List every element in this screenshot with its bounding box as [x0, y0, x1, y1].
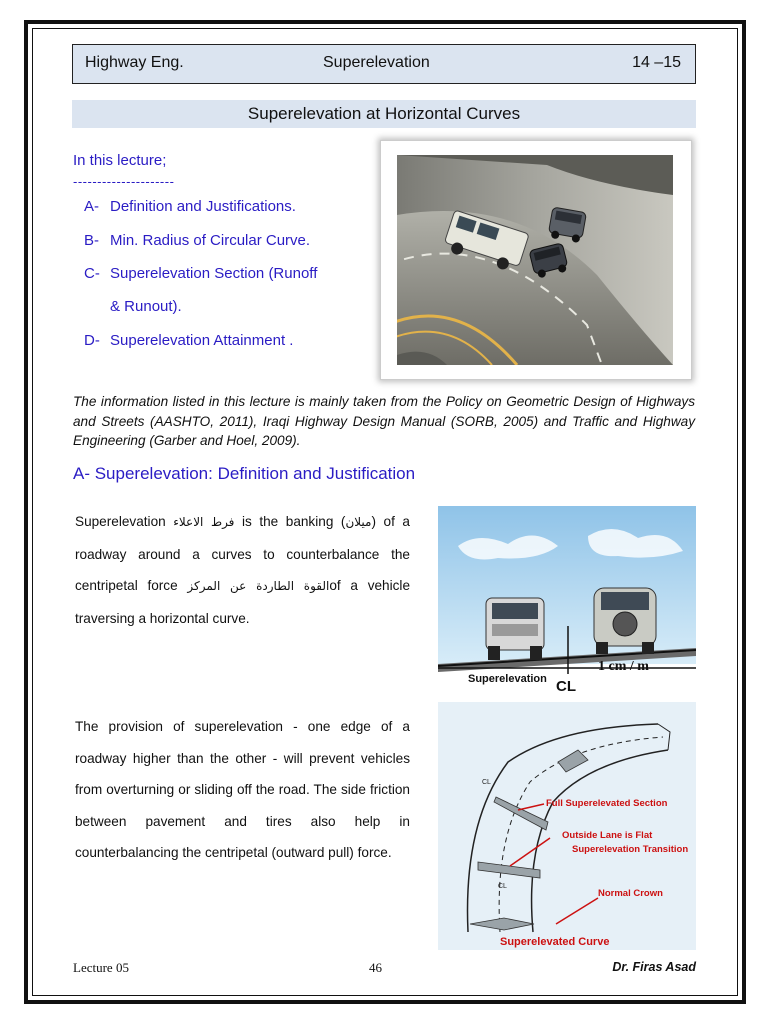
footer-page-number: 46: [369, 960, 382, 975]
source-note: The information listed in this lecture is mainly taken from the Policy on Geometric Design of Highways and Streets (AASHTO, 2011), Iraqi Highway Design Manual (SORB, 2005) and Traffic and Highway Engineering (Garber and Hoel, 2009).: [73, 394, 695, 448]
page-title: Superelevation at Horizontal Curves: [72, 100, 696, 128]
label-cross-slope: 1 cm / m: [598, 659, 649, 674]
label-transition: Superelevation Transition: [572, 844, 689, 855]
justification-paragraph: The provision of superelevation - one edge of a roadway higher than the other - will prevent vehicles from overturning or sliding off the road. The side friction between pavement and tires also help in counterbalancing the centripetal (outward pull) force.: [75, 719, 410, 861]
page-header: [72, 44, 696, 84]
label-normal-crown: Normal Crown: [598, 888, 663, 899]
header-topic: Superelevation: [323, 54, 430, 71]
label-superelevation: Superelevation: [468, 673, 547, 685]
label-cl-bottom: CL: [498, 883, 507, 890]
banked-track-photo-frame: [380, 140, 692, 380]
header-year: 14 –15: [632, 54, 681, 71]
label-cl-top: CL: [482, 779, 491, 786]
toc-item: A- Definition and Justifications.: [84, 198, 296, 215]
diagram-caption: Superelevated Curve: [500, 936, 610, 948]
header-course: Highway Eng.: [85, 54, 184, 71]
toc-item: B- Min. Radius of Circular Curve.: [84, 232, 311, 249]
intro-divider: ---------------------: [73, 174, 175, 189]
intro-heading: In this lecture;: [73, 152, 167, 169]
section-a-heading: A- Superelevation: Definition and Justification: [73, 464, 416, 483]
toc-item: & Runout).: [110, 298, 182, 315]
label-centerline: CL: [556, 678, 576, 694]
superelevated-curve-diagram: [438, 702, 696, 950]
definition-paragraph: Superelevation فرط الاعلاء is the banking (ميلان) of a roadway around a curves to counterbalance the centripetal force القوة الطاردة عن المركزof a vehicle traversing a horizontal curve.: [75, 514, 411, 626]
footer-lecture: Lecture 05: [73, 960, 129, 975]
footer-author: Dr. Firas Asad: [612, 960, 696, 974]
toc-item: D- Superelevation Attainment .: [84, 332, 294, 349]
suv-icon: [594, 588, 656, 654]
label-full-section: Full Superelevated Section: [546, 798, 668, 809]
superelevation-vehicles-figure: [438, 506, 696, 694]
label-outside-lane: Outside Lane is Flat: [562, 830, 653, 841]
banked-track-photo: [397, 155, 673, 365]
toc-item: C- Superelevation Section (Runoff: [84, 265, 318, 282]
